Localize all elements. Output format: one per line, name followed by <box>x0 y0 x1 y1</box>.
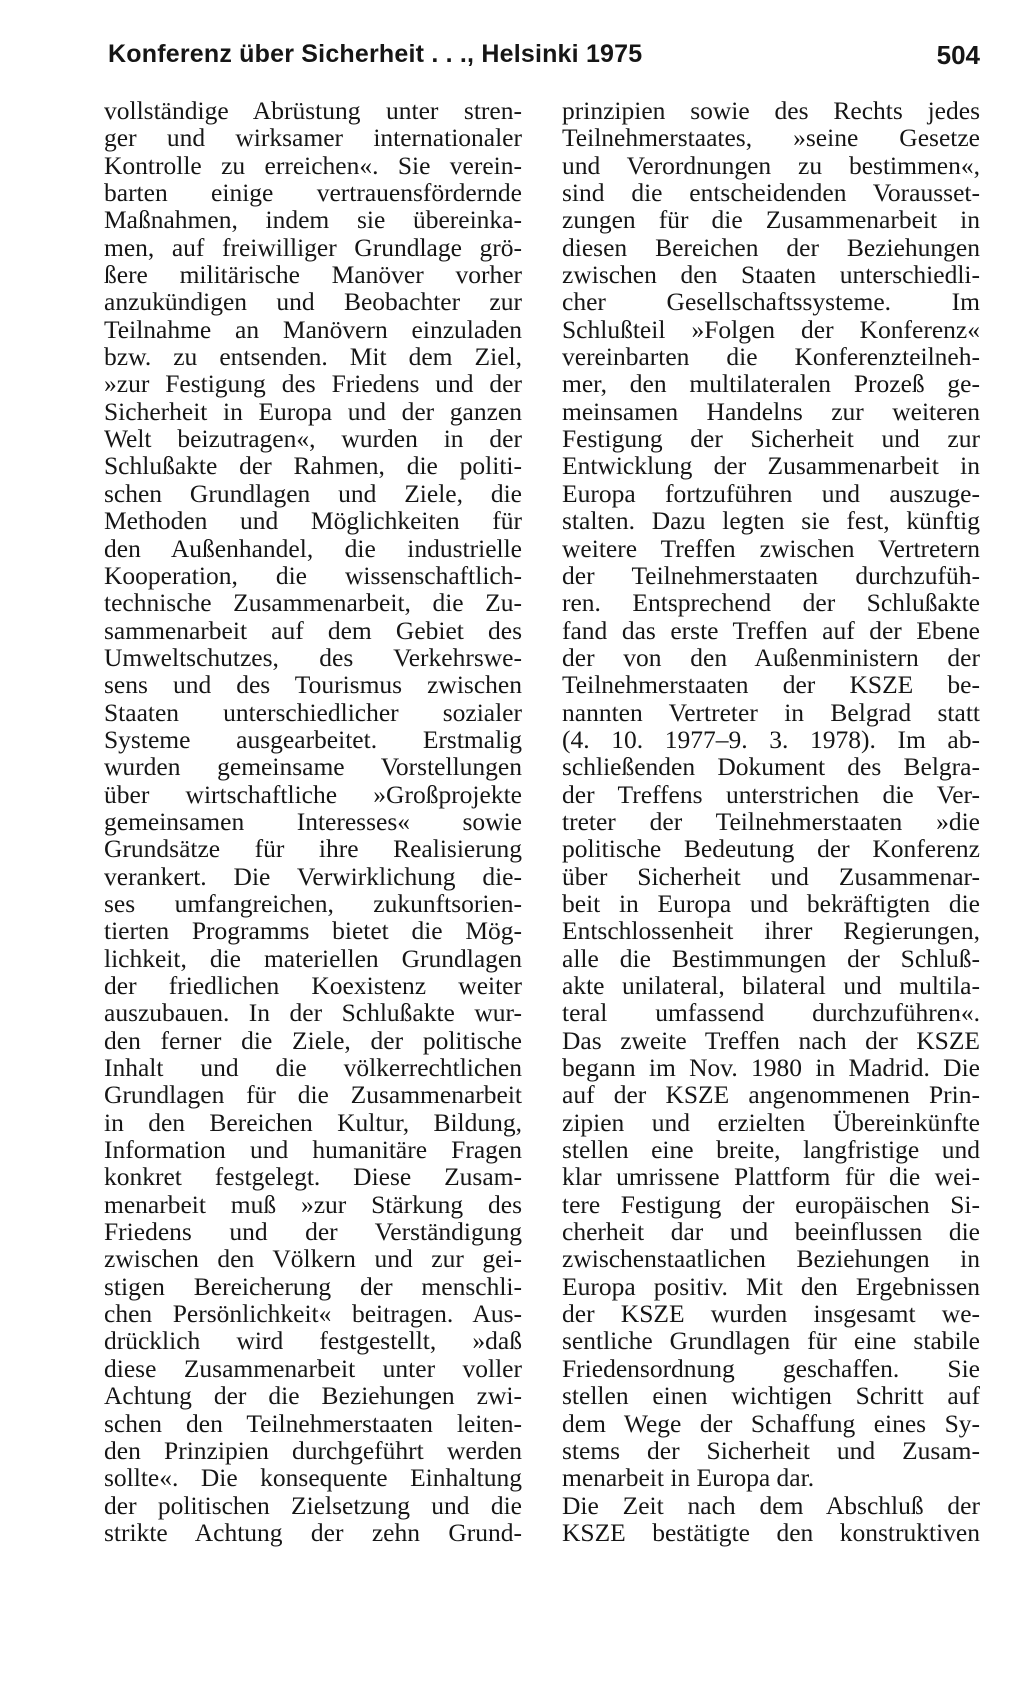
text-line: teral umfassend durchzuführen«. <box>562 998 980 1028</box>
text-line: KSZE bestätigte den konstruktiven <box>562 1517 980 1547</box>
text-line: cher Gesellschaftssysteme. Im <box>562 287 980 317</box>
text-line: menarbeit in Europa dar. <box>562 1463 815 1493</box>
running-head <box>108 40 980 76</box>
text-line: auf der KSZE angenommenen Prin- <box>562 1080 980 1110</box>
text-line: vereinbarten die Konferenzteilneh- <box>562 342 980 372</box>
text-line: (4. 10. 1977–9. 3. 1978). Im ab- <box>562 724 980 754</box>
text-line: Grundlagen für die Zusammenarbeit <box>104 1080 522 1110</box>
text-line: weitere Treffen zwischen Vertretern <box>562 533 980 563</box>
text-line: den Außenhandel, die industrielle <box>104 533 522 563</box>
text-line: barten einige vertrauensfördernde <box>104 178 522 208</box>
text-line: begann im Nov. 1980 in Madrid. Die <box>562 1053 980 1083</box>
text-line: ßere militärische Manöver vorher <box>104 260 522 290</box>
text-line: Grundsätze für ihre Realisierung <box>104 834 522 864</box>
text-line: Methoden und Möglichkeiten für <box>104 506 522 536</box>
text-line: beit in Europa und bekräftigten die <box>562 888 980 918</box>
text-line: den Prinzipien durchgeführt werden <box>104 1435 522 1465</box>
text-line: Welt beizutragen«, wurden in der <box>104 424 522 454</box>
text-line: schen den Teilnehmerstaaten leiten- <box>104 1408 522 1438</box>
text-line: Festigung der Sicherheit und zur <box>562 424 980 454</box>
text-line: anzukündigen und Beobachter zur <box>104 287 522 317</box>
text-line: der politischen Zielsetzung und die <box>104 1490 522 1520</box>
text-line: Das zweite Treffen nach der KSZE <box>562 1025 980 1055</box>
text-line: Teilnehmerstaaten der KSZE be- <box>562 670 980 700</box>
text-line: der Teilnehmerstaaten durchzufüh- <box>562 560 980 590</box>
text-line: sollte«. Die konsequente Einhaltung <box>104 1463 522 1493</box>
text-line: meinsamen Handelns zur weiteren <box>562 396 980 426</box>
text-line: Inhalt und die völkerrechtlichen <box>104 1053 522 1083</box>
text-line: dem Wege der Schaffung eines Sy- <box>562 1408 980 1438</box>
text-line: sens und des Tourismus zwischen <box>104 670 522 700</box>
text-line: stigen Bereicherung der menschli- <box>104 1271 522 1301</box>
text-line: men, auf freiwilliger Grundlage grö- <box>104 232 522 262</box>
text-line: Teilnahme an Manövern einzuladen <box>104 314 522 344</box>
text-line: sentliche Grundlagen für eine stabile <box>562 1326 980 1356</box>
page-number: 504 <box>936 40 980 70</box>
text-line: Sicherheit in Europa und der ganzen <box>104 396 522 426</box>
text-line: fand das erste Treffen auf der Ebene <box>562 615 980 645</box>
text-line: ger und wirksamer internationaler <box>104 123 522 153</box>
text-line: »zur Festigung des Friedens und der <box>104 369 522 399</box>
text-line: Friedensordnung geschaffen. Sie <box>562 1353 980 1383</box>
text-line: politische Bedeutung der Konferenz <box>562 834 980 864</box>
right-text-column <box>562 97 980 1546</box>
text-line: treter der Teilnehmerstaaten »die <box>562 806 980 836</box>
text-line: der Treffens unterstrichen die Ver- <box>562 779 980 809</box>
text-line: schen Grundlagen und Ziele, die <box>104 478 522 508</box>
text-line: wurden gemeinsame Vorstellungen <box>104 752 522 782</box>
text-line: Achtung der die Beziehungen zwi- <box>104 1381 522 1411</box>
text-line: und Verordnungen zu bestimmen«, <box>562 150 980 180</box>
left-text-column <box>104 97 522 1546</box>
text-line: Friedens und der Verständigung <box>104 1217 522 1247</box>
text-line: der von den Außenministern der <box>562 642 980 672</box>
text-line: Systeme ausgearbeitet. Erstmalig <box>104 724 522 754</box>
text-line: Die Zeit nach dem Abschluß der <box>562 1490 980 1520</box>
text-line: alle die Bestimmungen der Schluß- <box>562 943 980 973</box>
text-line: gemeinsamen Interesses« sowie <box>104 806 522 836</box>
text-line: bzw. zu entsenden. Mit dem Ziel, <box>104 342 522 372</box>
text-line: strikte Achtung der zehn Grund- <box>104 1517 522 1547</box>
text-line: in den Bereichen Kultur, Bildung, <box>104 1107 522 1137</box>
text-line: mer, den multilateralen Prozeß ge- <box>562 369 980 399</box>
text-line: stellen einen wichtigen Schritt auf <box>562 1381 980 1411</box>
text-line: über Sicherheit und Zusammenar- <box>562 861 980 891</box>
text-line: stems der Sicherheit und Zusam- <box>562 1435 980 1465</box>
text-line: zipien und erzielten Übereinkünfte <box>562 1107 980 1137</box>
running-head-title: Konferenz über Sicherheit . . ., Helsinki 1975 <box>108 40 643 68</box>
text-line: diesen Bereichen der Beziehungen <box>562 232 980 262</box>
text-line: sammenarbeit auf dem Gebiet des <box>104 615 522 645</box>
text-line: tere Festigung der europäischen Si- <box>562 1189 980 1219</box>
text-line: Europa fortzuführen und auszuge- <box>562 478 980 508</box>
text-line: nannten Vertreter in Belgrad statt <box>562 697 980 727</box>
text-line: ren. Entsprechend der Schlußakte <box>562 588 980 618</box>
text-line: zwischenstaatlichen Beziehungen in <box>562 1244 980 1274</box>
text-line: stellen eine breite, langfristige und <box>562 1135 980 1165</box>
text-line: Europa positiv. Mit den Ergebnissen <box>562 1271 980 1301</box>
text-line: lichkeit, die materiellen Grundlagen <box>104 943 522 973</box>
text-line: drücklich wird festgestellt, »daß <box>104 1326 522 1356</box>
text-line: zwischen den Völkern und zur gei- <box>104 1244 522 1274</box>
text-line: Umweltschutzes, des Verkehrswe- <box>104 642 522 672</box>
text-line: vollständige Abrüstung unter stren- <box>104 96 522 125</box>
text-line: Schlußakte der Rahmen, die politi- <box>104 451 522 481</box>
text-line: konkret festgelegt. Diese Zusam- <box>104 1162 522 1192</box>
text-line: stalten. Dazu legten sie fest, künftig <box>562 506 980 536</box>
text-line: Entschlossenheit ihrer Regierungen, <box>562 916 980 946</box>
text-line: prinzipien sowie des Rechts jedes <box>562 96 980 125</box>
text-line: cherheit dar und beeinflussen die <box>562 1217 980 1247</box>
text-line: über wirtschaftliche »Großprojekte <box>104 779 522 809</box>
text-line: chen Persönlichkeit« beitragen. Aus- <box>104 1299 522 1329</box>
text-line: technische Zusammenarbeit, die Zu- <box>104 588 522 618</box>
text-line: diese Zusammenarbeit unter voller <box>104 1353 522 1383</box>
text-line: zwischen den Staaten unterschiedli- <box>562 260 980 290</box>
text-line: verankert. Die Verwirklichung die- <box>104 861 522 891</box>
text-line: der friedlichen Koexistenz weiter <box>104 971 522 1000</box>
text-line: der KSZE wurden insgesamt we- <box>562 1299 980 1329</box>
text-line: ses umfangreichen, zukunftsorien- <box>104 888 522 918</box>
text-line: Schlußteil »Folgen der Konferenz« <box>562 314 980 344</box>
text-line: Kooperation, die wissenschaftlich- <box>104 560 522 590</box>
text-line: tierten Programms bietet die Mög- <box>104 916 522 946</box>
text-line: Teilnehmerstaates, »seine Gesetze <box>562 123 980 153</box>
text-line: zungen für die Zusammenarbeit in <box>562 205 980 235</box>
text-line: den ferner die Ziele, der politische <box>104 1025 522 1055</box>
text-line: Kontrolle zu erreichen«. Sie verein- <box>104 150 522 180</box>
text-line: Staaten unterschiedlicher sozialer <box>104 697 522 727</box>
text-line: Maßnahmen, indem sie übereinka- <box>104 205 522 235</box>
text-line: sind die entscheidenden Vorausset- <box>562 178 980 208</box>
text-line: Information und humanitäre Fragen <box>104 1135 522 1165</box>
text-line: klar umrissene Plattform für die wei- <box>562 1162 980 1192</box>
text-line: auszubauen. In der Schlußakte wur- <box>104 998 522 1028</box>
text-line: menarbeit muß »zur Stärkung des <box>104 1189 522 1219</box>
text-line: akte unilateral, bilateral und multila- <box>562 971 980 1000</box>
text-line: Entwicklung der Zusammenarbeit in <box>562 451 980 481</box>
text-line: schließenden Dokument des Belgra- <box>562 752 980 782</box>
